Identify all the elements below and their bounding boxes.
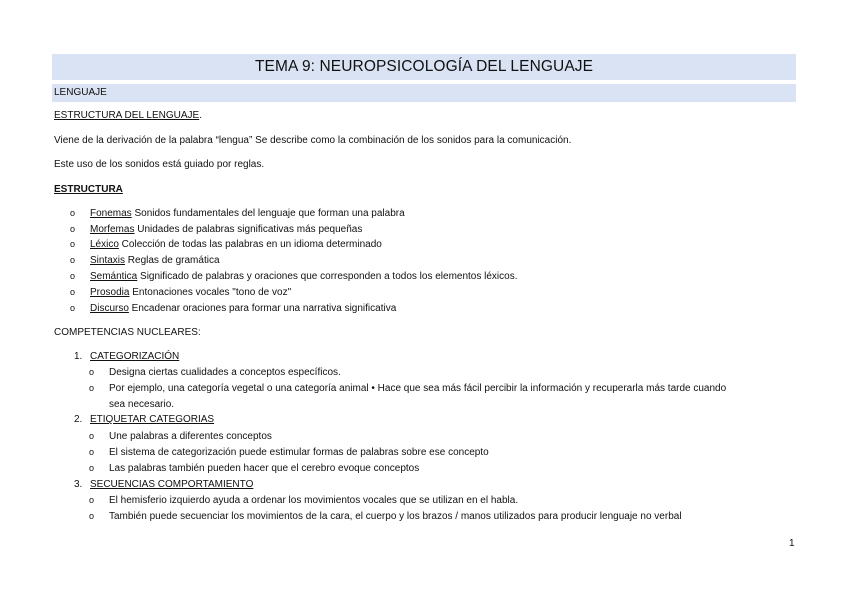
page-number: 1 xyxy=(789,538,795,549)
list-item: El hemisferio izquierdo ayuda a ordenar los movimientos vocales que se utilizan en el habla. xyxy=(109,495,519,506)
list-item: También puede secuenciar los movimientos de la cara, el cuerpo y los brazos / manos utilizados para producir lenguaje no verbal xyxy=(109,511,682,522)
term: Morfemas xyxy=(90,224,135,235)
bullet-icon: o xyxy=(89,367,95,377)
section-header: LENGUAJE xyxy=(52,84,796,102)
bullet-icon: o xyxy=(89,447,95,457)
description: Unidades de palabras significativas más pequeñas xyxy=(134,224,363,235)
term: Semántica xyxy=(90,271,138,282)
bullet-icon: o xyxy=(89,495,95,505)
subheading: ESTRUCTURA DEL LENGUAJE xyxy=(54,110,200,121)
competencia-title: ETIQUETAR CATEGORIAS xyxy=(90,414,215,425)
term: Léxico xyxy=(90,239,119,250)
list-item xyxy=(90,302,396,315)
subheading-row xyxy=(54,109,202,122)
list-item xyxy=(90,223,362,236)
item-number: 1. xyxy=(74,351,83,362)
page-title: TEMA 9: NEUROPSICOLOGÍA DEL LENGUAJE xyxy=(52,54,796,80)
list-item xyxy=(90,254,220,267)
bullet-icon: o xyxy=(70,255,76,265)
item-number: 2. xyxy=(74,414,83,425)
description: Significado de palabras y oraciones que corresponden a todos los elementos léxicos. xyxy=(137,271,518,282)
list-item: El sistema de categorización puede estimular formas de palabras sobre ese concepto xyxy=(109,447,489,458)
list-item xyxy=(90,207,405,220)
description: Sonidos fundamentales del lenguaje que forman una palabra xyxy=(131,208,405,219)
bullet-icon: o xyxy=(89,431,95,441)
list-item: Designa ciertas cualidades a conceptos específicos. xyxy=(109,367,341,378)
description: Reglas de gramática xyxy=(125,255,220,266)
list-item: Por ejemplo, una categoría vegetal o una categoría animal • Hace que sea más fácil percibir la información y recuperarla más tarde cuando xyxy=(109,383,727,394)
competencia-title: SECUENCIAS COMPORTAMIENTO xyxy=(90,479,254,490)
term: Fonemas xyxy=(90,208,132,219)
term: Sintaxis xyxy=(90,255,126,266)
list-item: Une palabras a diferentes conceptos xyxy=(109,431,272,442)
paragraph: Viene de la derivación de la palabra “lengua” Se describe como la combinación de los sonidos para la comunicación. xyxy=(54,135,572,146)
description: Entonaciones vocales "tono de voz" xyxy=(129,287,292,298)
subheading-dot: . xyxy=(199,110,202,121)
competencia-title: CATEGORIZACIÓN xyxy=(90,351,180,362)
paragraph: Este uso de los sonidos está guiado por reglas. xyxy=(54,159,265,170)
description: Encadenar oraciones para formar una narrativa significativa xyxy=(128,303,397,314)
bullet-icon: o xyxy=(89,463,95,473)
list-item xyxy=(90,286,291,299)
term: Prosodia xyxy=(90,287,130,298)
description: Colección de todas las palabras en un idioma determinado xyxy=(118,239,382,250)
list-item-continuation: sea necesario. xyxy=(109,399,175,410)
bullet-icon: o xyxy=(70,303,76,313)
bullet-icon: o xyxy=(70,208,76,218)
estructura-heading: ESTRUCTURA xyxy=(54,184,123,195)
competencias-heading: COMPETENCIAS NUCLEARES: xyxy=(54,327,201,338)
list-item xyxy=(90,238,382,251)
list-item: Las palabras también pueden hacer que el cerebro evoque conceptos xyxy=(109,463,420,474)
bullet-icon: o xyxy=(70,239,76,249)
bullet-icon: o xyxy=(70,287,76,297)
bullet-icon: o xyxy=(70,224,76,234)
term: Discurso xyxy=(90,303,129,314)
bullet-icon: o xyxy=(70,271,76,281)
bullet-icon: o xyxy=(89,383,95,393)
list-item xyxy=(90,270,517,283)
bullet-icon: o xyxy=(89,511,95,521)
item-number: 3. xyxy=(74,479,83,490)
